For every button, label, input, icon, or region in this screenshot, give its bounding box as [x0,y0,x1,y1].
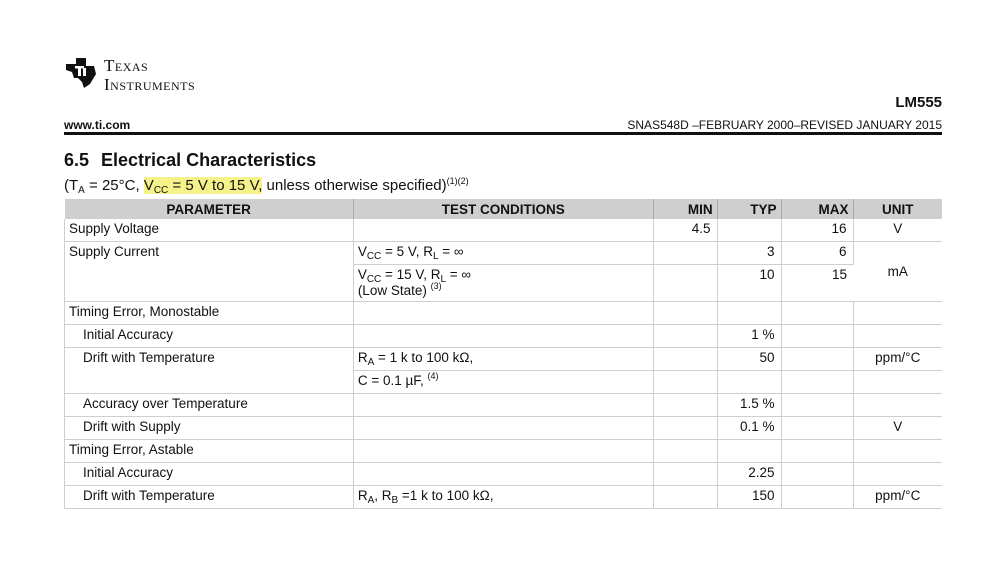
table-row [65,394,943,417]
min-cell [653,265,717,302]
min-cell [653,417,717,440]
unit-cell [853,371,942,394]
unit-cell: mA [853,242,942,302]
cond-sub: L [440,274,447,285]
param-cell: Drift with Supply [65,417,354,440]
website-link[interactable]: www.ti.com [64,118,131,132]
min-cell [653,486,717,509]
header-rule [64,132,942,135]
max-cell: 6 [781,242,853,265]
cond-text: = ∞ [438,244,464,259]
cond-sub: L [432,251,439,262]
logo-line-1: Texas [104,56,149,75]
max-cell [781,417,853,440]
cond-cell [353,486,653,509]
header-typ: TYP [717,199,781,219]
typ-cell: 1 % [717,325,781,348]
max-cell [781,394,853,417]
max-cell [781,348,853,371]
cond-text: = 1 k to 100 kΩ, [374,350,474,365]
cond-text: = ∞ [446,267,472,282]
cond-suffix: unless otherwise specified) [262,177,447,194]
max-cell: 16 [781,219,853,242]
table-header-row [65,199,943,219]
cond-sub: A [367,357,375,368]
max-cell [781,302,853,325]
section-heading [64,150,316,171]
cond-cell [353,463,653,486]
typ-cell: 1.5 % [717,394,781,417]
logo-line-2: Instruments [104,75,196,94]
ti-logo-icon [64,54,100,90]
cond-note: (3) [430,281,442,291]
max-cell [781,325,853,348]
cond-cell [353,219,653,242]
table-row [65,463,943,486]
table-row [65,325,943,348]
table-row [65,440,943,463]
table-row [65,417,943,440]
header-min: MIN [653,199,717,219]
param-cell: Initial Accuracy [65,463,354,486]
typ-cell [717,440,781,463]
param-cell: Timing Error, Monostable [65,302,354,325]
cond-text: = 5 V, R [381,244,433,259]
param-cell: Supply Voltage [65,219,354,242]
ti-logo [64,54,234,94]
min-cell [653,348,717,371]
header-parameter: PARAMETER [65,199,354,219]
param-cell: Supply Current [65,242,354,302]
unit-cell [853,325,942,348]
cond-text: = 15 V, R [381,267,441,282]
param-cell: Initial Accuracy [65,325,354,348]
cond-sub: CC [366,274,382,285]
cond-text: V [357,267,367,282]
max-cell: 15 [781,265,853,302]
unit-cell: V [853,417,942,440]
param-cell: Accuracy over Temperature [65,394,354,417]
param-cell: Drift with Temperature [65,348,354,394]
typ-cell: 2.25 [717,463,781,486]
cond-text: =1 k to 100 kΩ, [398,488,494,503]
cond-text: V [357,244,367,259]
unit-cell: ppm/°C [853,348,942,371]
cond-vcc: V [143,177,154,194]
cond-cell [353,302,653,325]
cond-text: (Low State) [357,283,427,298]
logo-wordmark [104,56,195,94]
param-cell: Timing Error, Astable [65,440,354,463]
min-cell [653,325,717,348]
highlighted-vcc-condition [144,177,263,194]
cond-cell [353,417,653,440]
cond-sub: A [367,495,375,506]
conditions-line [64,177,469,194]
min-cell [653,440,717,463]
header-unit: UNIT [853,199,942,219]
min-cell [653,242,717,265]
unit-cell [853,302,942,325]
unit-cell: V [853,219,942,242]
header-test-conditions: TEST CONDITIONS [353,199,653,219]
typ-cell: 10 [717,265,781,302]
table-row [65,348,943,371]
typ-cell [717,302,781,325]
document-info: SNAS548D –FEBRUARY 2000–REVISED JANUARY 2015 [627,118,942,132]
cond-note: (4) [427,371,439,381]
cond-ta-sub: A [78,185,85,196]
unit-cell [853,463,942,486]
min-cell [653,302,717,325]
table-row [65,302,943,325]
header-max: MAX [781,199,853,219]
min-cell [653,371,717,394]
cond-cell [353,265,653,302]
max-cell [781,486,853,509]
typ-cell: 0.1 % [717,417,781,440]
max-cell [781,440,853,463]
cond-sub: B [391,495,399,506]
part-number: LM555 [895,94,942,111]
cond-ta-value: = 25°C, [84,177,144,194]
min-cell [653,394,717,417]
typ-cell: 150 [717,486,781,509]
cond-prefix: (T [64,177,79,194]
unit-cell: ppm/°C [853,486,942,509]
cond-cell [353,348,653,371]
cond-cell [353,440,653,463]
param-cell: Drift with Temperature [65,486,354,509]
electrical-characteristics-table [64,199,942,509]
section-title: Electrical Characteristics [101,150,317,170]
cond-cell [353,394,653,417]
cond-text: R [357,488,368,503]
cond-sub: CC [366,251,382,262]
section-number: 6.5 [64,150,90,170]
min-cell [653,463,717,486]
typ-cell: 50 [717,348,781,371]
cond-cell [353,242,653,265]
table-row [65,486,943,509]
typ-cell [717,371,781,394]
cond-cell [353,325,653,348]
unit-cell [853,394,942,417]
max-cell [781,463,853,486]
unit-cell [853,440,942,463]
typ-cell: 3 [717,242,781,265]
cond-notes: (1)(2) [446,176,469,186]
max-cell [781,371,853,394]
table-row [65,219,943,242]
cond-text: , R [374,488,392,503]
table-row [65,242,943,265]
typ-cell [717,219,781,242]
min-cell: 4.5 [653,219,717,242]
cond-vcc-value: = 5 V to 15 V, [168,177,263,194]
cond-cell [353,371,653,394]
cond-text: R [357,350,368,365]
cond-text: C = 0.1 µF, [357,373,424,388]
cond-vcc-sub: CC [153,185,169,196]
